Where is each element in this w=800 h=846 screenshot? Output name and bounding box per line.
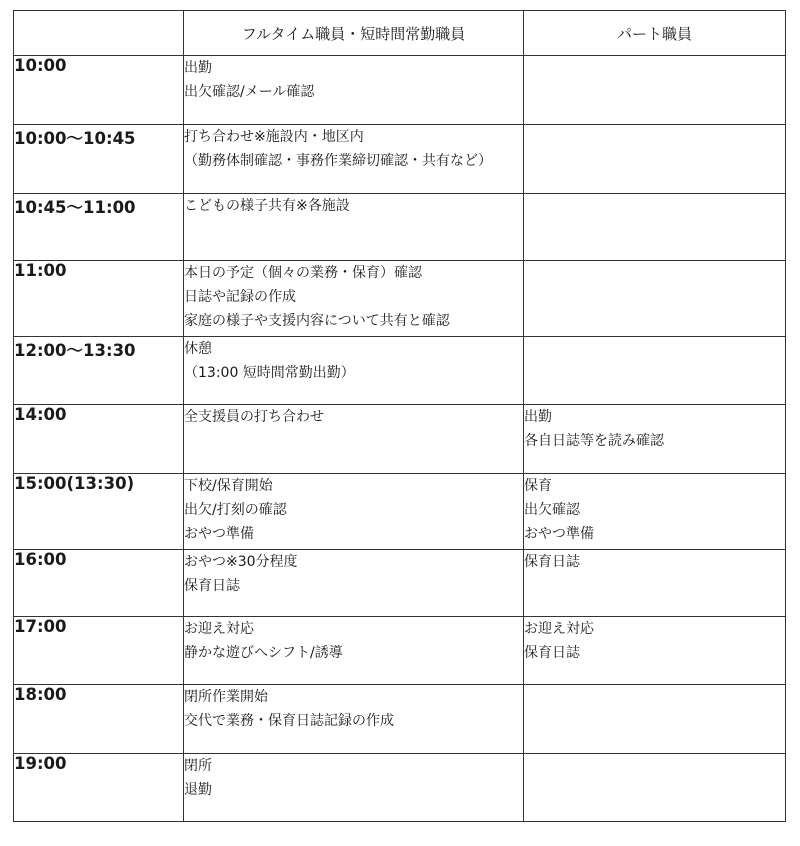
header-time [14, 11, 184, 56]
duty-line: 出欠確認 [524, 502, 580, 518]
table-row [14, 194, 786, 261]
time-cell: 17:00 [14, 617, 184, 685]
table-row [14, 337, 786, 405]
fulltime-duty-cell [184, 125, 524, 194]
duty-line: （13:00 短時間常勤出勤） [184, 365, 355, 381]
part-time-duty-cell [524, 405, 786, 474]
fulltime-duty-cell [184, 56, 524, 125]
duty-line: 保育日誌 [524, 554, 580, 570]
part-time-duty-cell [524, 337, 786, 405]
table-row [14, 685, 786, 754]
time-cell: 15:00(13:30) [14, 474, 184, 550]
fulltime-duty-cell [184, 474, 524, 550]
part-time-duty-cell [524, 474, 786, 550]
table-row [14, 550, 786, 617]
time-cell: 16:00 [14, 550, 184, 617]
fulltime-duty-cell [184, 617, 524, 685]
duty-line: 出欠確認/メール確認 [184, 84, 315, 100]
duty-line: 出欠/打刻の確認 [184, 502, 287, 518]
part-time-duty-cell [524, 685, 786, 754]
duty-line: 打ち合わせ※施設内・地区内 [184, 129, 364, 145]
duty-line: 本日の予定（個々の業務・保育）確認 [184, 265, 422, 281]
header-row [14, 11, 786, 56]
part-time-duty-cell [524, 194, 786, 261]
part-time-duty-cell [524, 261, 786, 337]
duty-line: 家庭の様子や支援内容について共有と確認 [184, 313, 450, 329]
time-cell: 14:00 [14, 405, 184, 474]
table-row [14, 474, 786, 550]
time-cell: 12:00～13:30 [14, 337, 184, 405]
time-cell: 18:00 [14, 685, 184, 754]
part-time-duty-cell [524, 125, 786, 194]
header-fulltime-staff: フルタイム職員・短時間常勤職員 [184, 11, 524, 56]
part-time-duty-cell [524, 550, 786, 617]
duty-line: 休憩 [184, 341, 212, 357]
time-cell: 10:00 [14, 56, 184, 125]
duty-line: 下校/保育開始 [184, 478, 273, 494]
table-row [14, 617, 786, 685]
fulltime-duty-cell [184, 261, 524, 337]
table-row [14, 125, 786, 194]
duty-line: お迎え対応 [184, 621, 254, 637]
duty-line: 日誌や記録の作成 [184, 289, 296, 305]
duty-line: 保育日誌 [184, 578, 240, 594]
header-part-time-staff: パート職員 [524, 11, 786, 56]
duty-line: 保育 [524, 478, 552, 494]
duty-line: 各自日誌等を読み確認 [524, 433, 664, 449]
part-time-duty-cell [524, 754, 786, 822]
duty-line: 閉所作業開始 [184, 689, 268, 705]
duty-line: 閉所 [184, 758, 212, 774]
duty-line: 退勤 [184, 782, 212, 798]
fulltime-duty-cell [184, 194, 524, 261]
time-cell: 11:00 [14, 261, 184, 337]
part-time-duty-cell [524, 617, 786, 685]
duty-line: 交代で業務・保育日誌記録の作成 [184, 713, 394, 729]
duty-line: 出勤 [524, 409, 552, 425]
table-row [14, 754, 786, 822]
duty-line: 静かな遊びへシフト/誘導 [184, 645, 343, 661]
fulltime-duty-cell [184, 754, 524, 822]
duty-line: こどもの様子共有※各施設 [184, 198, 350, 214]
part-time-duty-cell [524, 56, 786, 125]
duty-line: 出勤 [184, 60, 212, 76]
table-row [14, 405, 786, 474]
duty-line: 全支援員の打ち合わせ [184, 409, 324, 425]
schedule-table [13, 10, 786, 822]
fulltime-duty-cell [184, 685, 524, 754]
duty-line: おやつ準備 [524, 526, 594, 542]
duty-line: お迎え対応 [524, 621, 594, 637]
fulltime-duty-cell [184, 550, 524, 617]
time-cell: 10:45～11:00 [14, 194, 184, 261]
duty-line: おやつ※30分程度 [184, 554, 298, 570]
duty-line: 保育日誌 [524, 645, 580, 661]
fulltime-duty-cell [184, 337, 524, 405]
duty-line: （勤務体制確認・事務作業締切確認・共有など） [184, 153, 492, 169]
time-cell: 19:00 [14, 754, 184, 822]
time-cell: 10:00～10:45 [14, 125, 184, 194]
table-row [14, 56, 786, 125]
duty-line: おやつ準備 [184, 526, 254, 542]
fulltime-duty-cell [184, 405, 524, 474]
table-row [14, 261, 786, 337]
